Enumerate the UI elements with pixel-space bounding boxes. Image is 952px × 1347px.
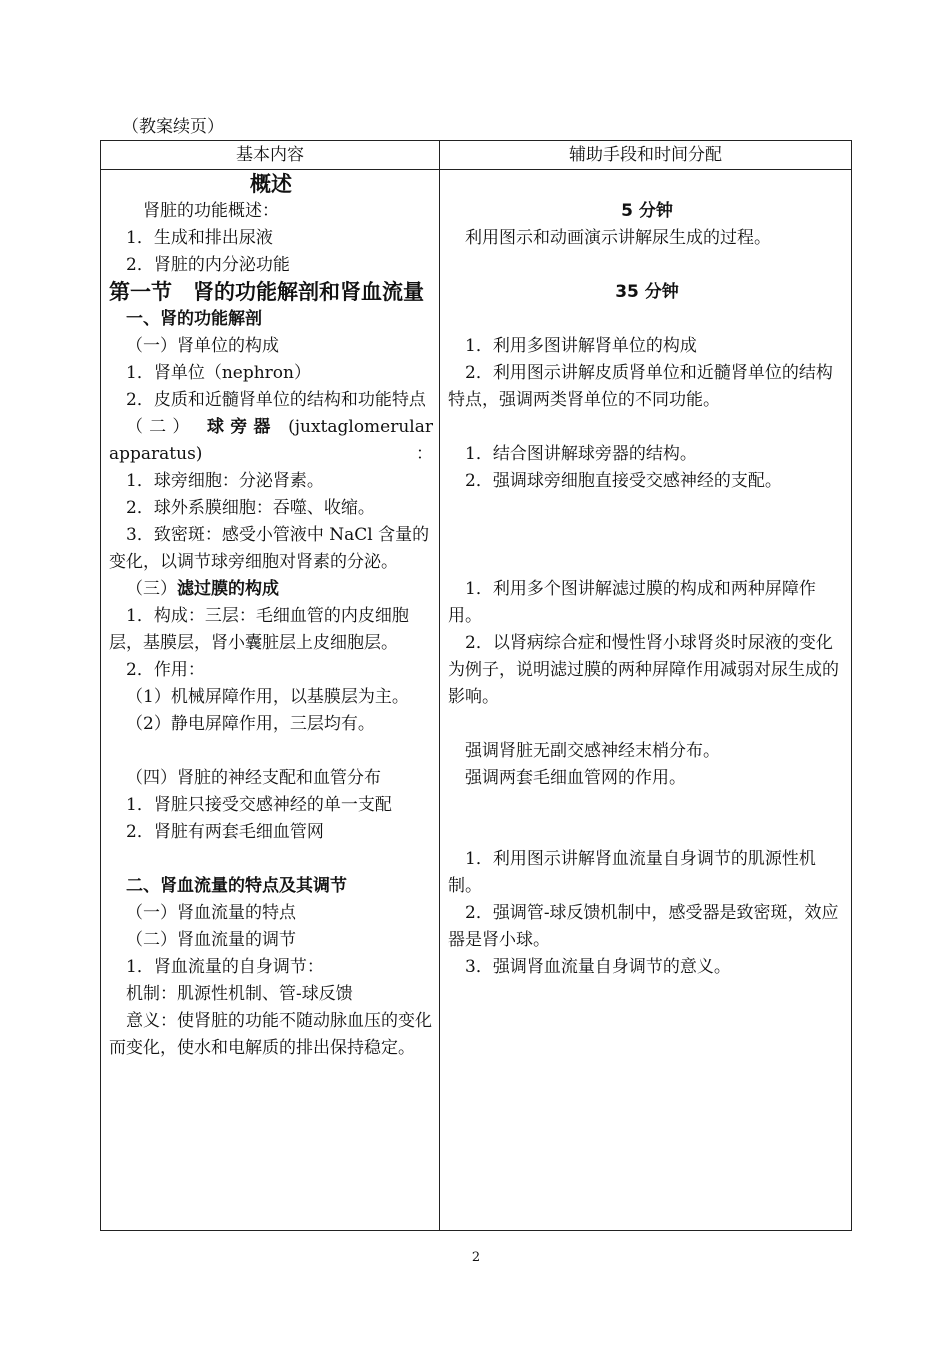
text-line: 强调肾脏无副交感神经末梢分布。 [465,741,720,761]
item-term: (juxtaglomerular apparatus)： [109,417,434,464]
text-line: 1．利用多图讲解肾单位的构成 [465,336,697,356]
text-line: 3．强调肾血流量自身调节的意义。 [465,957,731,977]
text-line [109,576,433,603]
text-line: 1．肾单位（nephron） [126,363,311,383]
text-line: （1）机械屏障作用，以基膜层为主。 [126,687,409,707]
subsection-heading: 一、肾的功能解剖 [126,309,262,329]
text-line: （一）肾血流量的特点 [126,903,296,923]
text-line: （2）静电屏障作用，三层均有。 [126,714,375,734]
text-line: 2．皮质和近髓肾单位的结构和功能特点 [126,390,426,410]
text-line: 2．利用图示讲解皮质肾单位和近髓肾单位的结构特点，强调两类肾单位的不同功能。 [448,363,833,410]
text-line: 2．强调管-球反馈机制中，感受器是致密斑，效应器是肾小球。 [448,903,839,950]
header-basic-content: 基本内容 [236,145,304,165]
text-line: 意义：使肾脏的功能不随动脉血压的变化而变化，使水和电解质的排出保持稳定。 [109,1011,432,1058]
column-divider [439,141,440,1230]
header-aids-and-time: 辅助手段和时间分配 [569,145,722,165]
text-line: 肾脏的功能概述： [143,201,279,221]
item-number: （三） [126,579,177,599]
page-number: 2 [471,1250,481,1265]
text-line: 2．肾脏有两套毛细血管网 [126,822,324,842]
text-line: 1．利用多个图讲解滤过膜的构成和两种屏障作用。 [448,579,816,626]
text-line: 1．肾血流量的自身调节： [126,957,324,977]
text-line: （四）肾脏的神经支配和血管分布 [126,768,381,788]
text-line: 1．构成：三层：毛细血管的内皮细胞层，基膜层，肾小囊脏层上皮细胞层。 [109,606,409,653]
text-line: 1．结合图讲解球旁器的结构。 [465,444,697,464]
text-line: （一）肾单位的构成 [126,336,279,356]
text-line: 1．生成和排出尿液 [126,228,273,248]
subsection-heading: 二、肾血流量的特点及其调节 [126,876,347,896]
lesson-plan-table [100,140,852,1231]
item-number: （二） [126,417,196,437]
section-title: 第一节 肾的功能解剖和肾血流量 [109,280,424,304]
item-heading: 滤过膜的构成 [177,579,279,599]
text-line: 3．致密斑：感受小管液中 NaCl 含量的变化，以调节球旁细胞对肾素的分泌。 [109,525,430,572]
header-divider [101,169,851,170]
time-allocation: 5 分钟 [621,201,673,221]
text-line [109,414,433,468]
text-line: （二）肾血流量的调节 [126,930,296,950]
text-line: 2．肾脏的内分泌功能 [126,255,290,275]
aids-and-time-column [448,171,846,981]
text-line: 利用图示和动画演示讲解尿生成的过程。 [465,228,771,248]
text-line: 1．球旁细胞：分泌肾素。 [126,471,324,491]
text-line: 1．肾脏只接受交感神经的单一支配 [126,795,392,815]
text-line: 2．以肾病综合症和慢性肾小球肾炎时尿液的变化为例子，说明滤过膜的两种屏障作用减弱对尿生成的影响。 [448,633,839,707]
item-heading: 球旁器 [207,417,277,437]
time-allocation: 35 分钟 [615,282,679,302]
text-line: 2．强调球旁细胞直接受交感神经的支配。 [465,471,782,491]
text-line: 2．球外系膜细胞：吞噬、收缩。 [126,498,375,518]
text-line: 强调两套毛细血管网的作用。 [465,768,686,788]
page-caption: （教案续页） [122,117,224,137]
text-line: 机制：肌源性机制、管-球反馈 [126,984,353,1004]
basic-content-column [109,171,433,1062]
text-line: 2．作用： [126,660,205,680]
text-line: 1．利用图示讲解肾血流量自身调节的肌源性机制。 [448,849,816,896]
overview-title: 概述 [250,172,292,196]
